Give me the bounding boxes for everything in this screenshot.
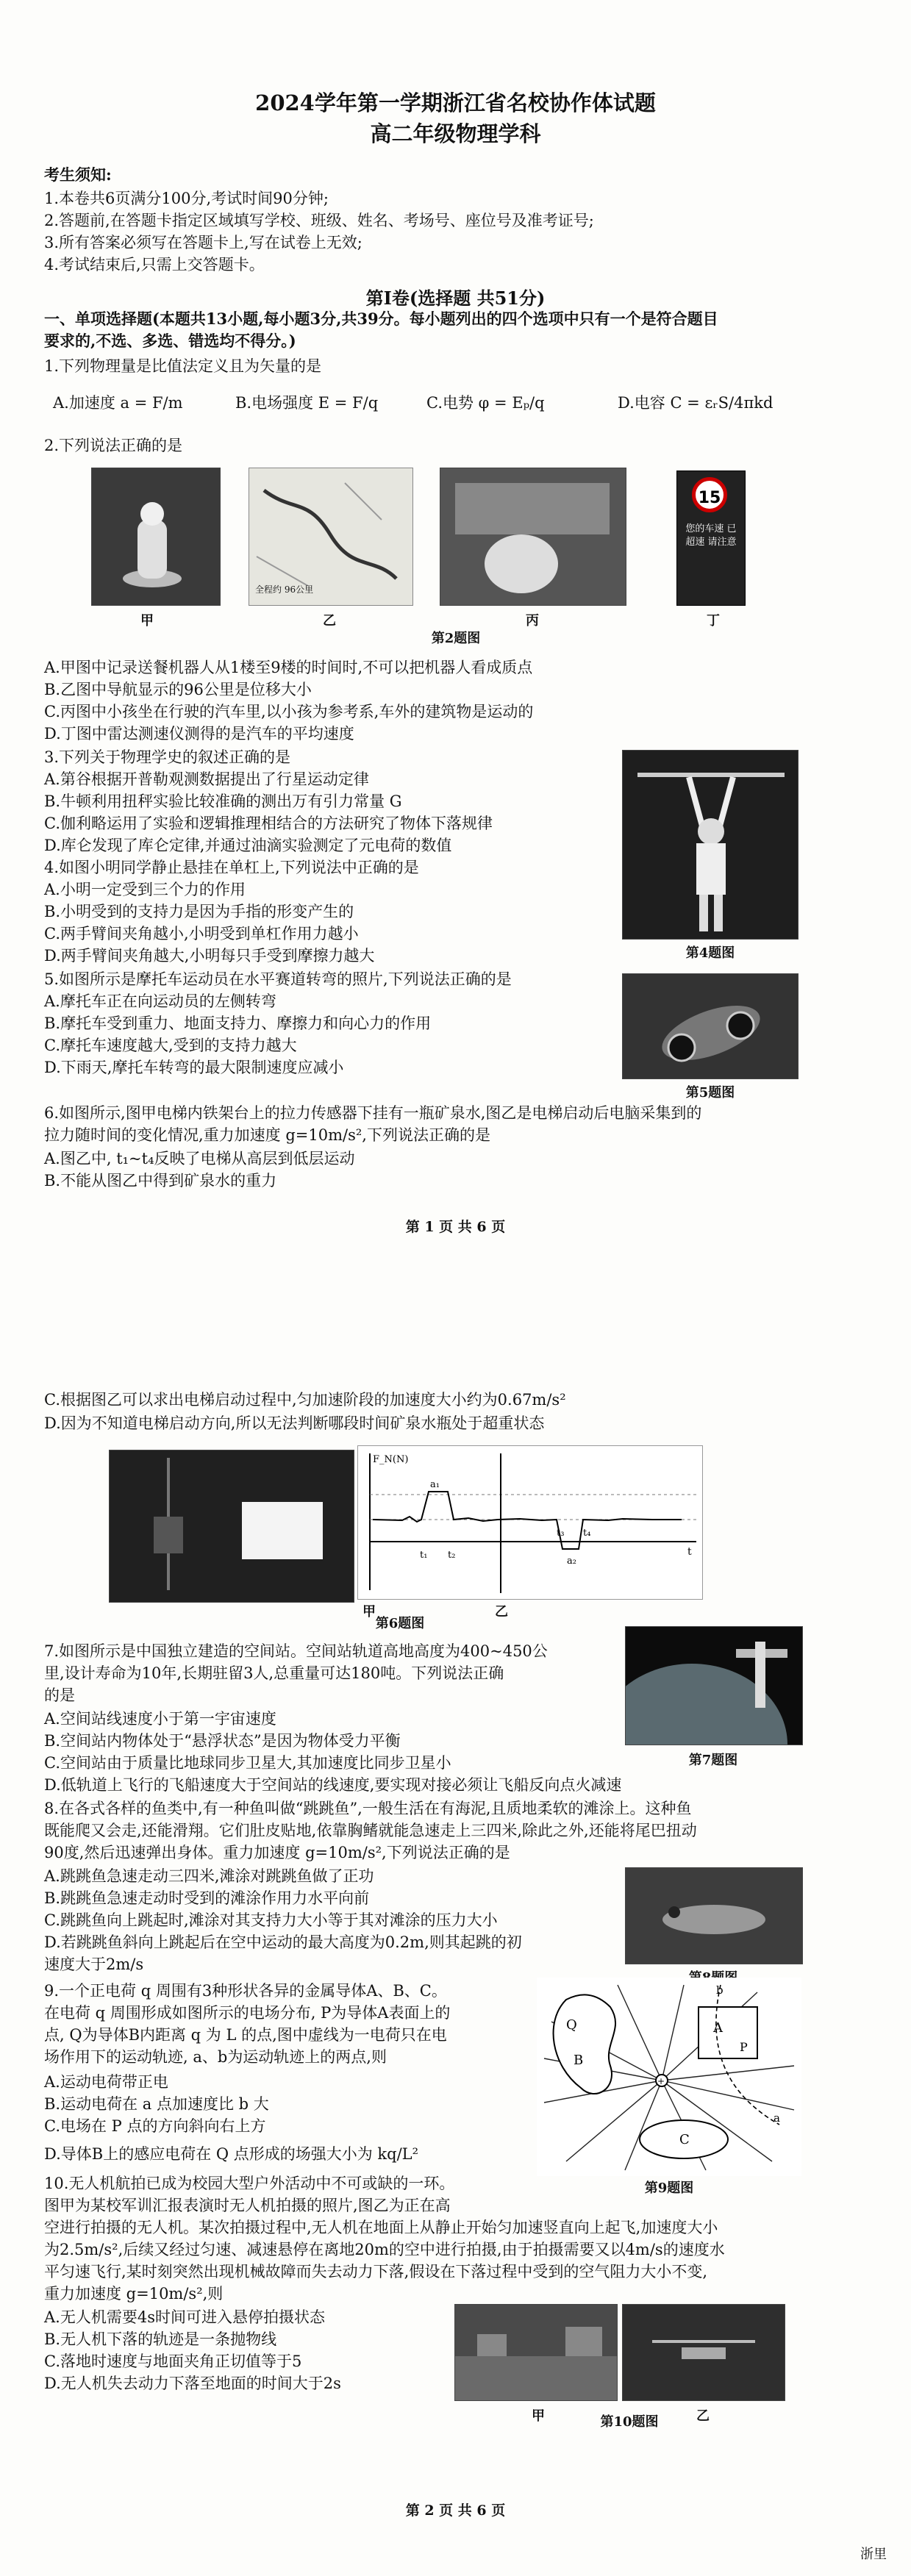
q6-option-d: D.因为不知道电梯启动方向,所以无法判断哪段时间矿泉水瓶处于超重状态: [44, 1414, 545, 1432]
q2-caption: 第2题图: [431, 631, 481, 646]
q4-caption: 第4题图: [685, 945, 735, 961]
q2-radar-sign: [676, 471, 746, 606]
q10-option-b: B.无人机下落的轨迹是一条抛物线: [44, 2330, 277, 2348]
exam-title: 2024学年第一学期浙江省名校协作体试题: [255, 90, 656, 115]
svg-text:+: +: [657, 2076, 665, 2086]
q10-option-c: C.落地时速度与地面夹角正切值等于5: [44, 2353, 302, 2370]
force-time-chart: [358, 1446, 702, 1599]
radar-sign-text: 您的车速 已超速 请注意: [685, 523, 737, 548]
q5-option-b: B.摩托车受到重力、地面支持力、摩擦力和向心力的作用: [44, 1015, 432, 1032]
notice-heading: 考生须知:: [44, 165, 112, 184]
q10-stem-3: 空进行拍摄的无人机。某次拍摄过程中,无人机在地面上从静止开始匀加速竖直向上起飞,加速度大小: [44, 2219, 718, 2236]
q9-electric-field-figure: [537, 1978, 801, 2176]
q6-option-a: A.图乙中, t₁~t₄反映了电梯从高层到低层运动: [44, 1150, 355, 1167]
q7-option-d: D.低轨道上飞行的飞船速度大于空间站的线速度,要实现对接必须让飞船反向点火减速: [44, 1776, 622, 1794]
q10-option-a: A.无人机需要4s时间可进入悬停拍摄状态: [44, 2308, 325, 2326]
q9-caption: 第9题图: [644, 2180, 694, 2196]
q5-option-d: D.下雨天,摩托车转弯的最大限制速度应减小: [44, 1059, 344, 1076]
section1-instructions-cont: 要求的,不选、多选、错选均不得分。): [44, 332, 296, 350]
label-q: Q: [566, 2017, 577, 2033]
q1-option-b: B.电场强度 E = F/q: [235, 394, 379, 412]
q9-option-d: D.导体B上的感应电荷在 Q 点形成的场强大小为 kq/L²: [44, 2145, 419, 2163]
q6-option-c: C.根据图乙可以求出电梯启动过程中,匀加速阶段的加速度大小约为0.67m/s²: [44, 1391, 566, 1409]
q8-option-c: C.跳跳鱼向上跳起时,滩涂对其支持力大小等于其对滩涂的压力大小: [44, 1911, 498, 1929]
q7-caption: 第7题图: [688, 1753, 738, 1768]
q2-car-photo: [440, 468, 626, 606]
drone-view-illustration: [455, 2305, 617, 2400]
q6-caption: 第6题图: [375, 1616, 425, 1631]
q10-label-yi: 乙: [696, 2408, 710, 2424]
q1-option-a: A.加速度 a = F/m: [53, 394, 183, 412]
q10-label-jia: 甲: [532, 2408, 545, 2424]
mark-a1: a₁: [430, 1479, 440, 1490]
label-point-a: a: [774, 2111, 780, 2125]
space-station-illustration: [626, 1627, 802, 1745]
q10-caption: 第10题图: [600, 2414, 659, 2430]
q6-label-jia: 甲: [362, 1604, 376, 1620]
q8-mudskipper-photo: [625, 1867, 803, 1964]
mark-a2: a₂: [567, 1556, 576, 1567]
q6-force-time-graph: [357, 1445, 703, 1600]
q10-stem-1: 10.无人机航拍已成为校园大型户外活动中不可或缺的一环。: [44, 2175, 455, 2192]
q2-label-ding: 丁: [707, 613, 720, 629]
q10-stem-6: 重力加速度 g=10m/s²,则: [44, 2285, 224, 2303]
q9-stem-2: 在电荷 q 周围形成如图所示的电场分布, P为导体A表面上的: [44, 2004, 451, 2022]
q2-stem: 2.下列说法正确的是: [44, 437, 183, 454]
q2-option-a: A.甲图中记录送餐机器人从1楼至9楼的时间时,不可以把机器人看成质点: [44, 659, 533, 676]
notice-item-1: 1.本卷共6页满分100分,考试时间90分钟;: [44, 190, 329, 207]
elevator-illustration: [110, 1450, 354, 1602]
label-p: P: [740, 2040, 748, 2054]
q5-caption: 第5题图: [685, 1085, 735, 1101]
page-2-footer: 第 2 页 共 6 页: [405, 2502, 506, 2519]
q10-drone-photo: [622, 2304, 785, 2401]
q9-stem-4: 场作用下的运动轨迹, a、b为运动轨迹上的两点,则: [44, 2048, 387, 2066]
mark-t3: t₃: [557, 1528, 565, 1539]
section1-instructions: 一、单项选择题(本题共13小题,每小题3分,共39分。每小题列出的四个选项中只有一个是符合题目: [44, 310, 718, 328]
q7-stem-3: 的是: [44, 1686, 75, 1704]
axis-x-label: t: [687, 1546, 692, 1558]
axis-y-label: F_N(N): [373, 1454, 409, 1465]
q6-elevator-photo: [109, 1450, 354, 1603]
label-b: B: [574, 2053, 584, 2068]
q9-option-c: C.电场在 P 点的方向斜向右上方: [44, 2117, 266, 2135]
mark-t4: t₄: [583, 1528, 591, 1539]
q8-option-b: B.跳跳鱼急速走动时受到的滩涂作用力水平向前: [44, 1889, 370, 1907]
q9-option-a: A.运动电荷带正电: [44, 2073, 168, 2091]
q5-option-a: A.摩托车正在向运动员的左侧转弯: [44, 992, 276, 1010]
q8-stem-1: 8.在各式各样的鱼类中,有一种鱼叫做“跳跳鱼”,一般生活在有海泥,且质地柔软的滩涂上。这种鱼: [44, 1800, 692, 1817]
notice-item-2: 2.答题前,在答题卡指定区域填写学校、班级、姓名、考场号、座位号及准考证号;: [44, 212, 594, 229]
q8-option-d-1: D.若跳跳鱼斜向上跳起后在空中运动的最大高度为0.2m,则其起跳的初: [44, 1933, 522, 1951]
part1-heading: 第Ⅰ卷(选择题 共51分): [365, 287, 546, 309]
q1-option-c: C.电势 φ = Eₚ/q: [426, 394, 545, 412]
q8-stem-3: 90度,然后迅速弹出身体。重力加速度 g=10m/s²,下列说法正确的是: [44, 1844, 510, 1861]
electric-field-diagram: [537, 1978, 801, 2176]
q10-option-d: D.无人机失去动力下落至地面的时间大于2s: [44, 2375, 341, 2392]
drone-illustration: [623, 2305, 785, 2400]
q2-option-b: B.乙图中导航显示的96公里是位移大小: [44, 681, 312, 698]
q2-label-jia: 甲: [140, 613, 154, 629]
mark-t1: t₁: [420, 1550, 428, 1561]
q7-stem-1: 7.如图所示是中国独立建造的空间站。空间站轨道高地高度为400~450公: [44, 1642, 548, 1660]
label-point-b: b: [716, 1983, 724, 1997]
q2-label-bing: 丙: [526, 613, 539, 629]
q1-stem: 1.下列物理量是比值法定义且为矢量的是: [44, 357, 322, 375]
q7-stem-2: 里,设计寿命为10年,长期驻留3人,总重量可达180吨。下列说法正确: [44, 1664, 504, 1682]
q2-navigation-map: [249, 468, 413, 606]
q6-option-b: B.不能从图乙中得到矿泉水的重力: [44, 1172, 277, 1189]
car-illustration: [440, 468, 626, 605]
q2-robot-photo: [91, 468, 221, 606]
q3-option-c: C.伽利略运用了实验和逻辑推理相结合的方法研究了物体下落规律: [44, 815, 493, 832]
q5-stem: 5.如图所示是摩托车运动员在水平赛道转弯的照片,下列说法正确的是: [44, 970, 512, 988]
speed-limit-number: 15: [692, 477, 727, 512]
notice-item-4: 4.考试结束后,只需上交答题卡。: [44, 256, 265, 273]
notice-item-3: 3.所有答案必须写在答题卡上,写在试卷上无效;: [44, 234, 362, 251]
exam-subtitle: 高二年级物理学科: [370, 121, 541, 146]
page-1-footer: 第 1 页 共 6 页: [405, 1219, 506, 1235]
q4-option-d: D.两手臂间夹角越大,小明每只手受到摩擦力越大: [44, 947, 375, 965]
q1-option-d: D.电容 C = εᵣS/4πkd: [618, 394, 774, 412]
q6-stem-2: 拉力随时间的变化情况,重力加速度 g=10m/s²,下列说法正确的是: [44, 1126, 490, 1144]
q2-option-d: D.丁图中雷达测速仪测得的是汽车的平均速度: [44, 725, 354, 743]
q6-stem-1: 6.如图所示,图甲电梯内铁架台上的拉力传感器下挂有一瓶矿泉水,图乙是电梯启动后电脑采集到的: [44, 1104, 702, 1122]
q3-option-a: A.第谷根据开普勒观测数据提出了行星运动定律: [44, 770, 369, 788]
q6-label-yi: 乙: [495, 1604, 508, 1620]
label-c: C: [679, 2132, 690, 2147]
q7-option-c: C.空间站由于质量比地球同步卫星大,其加速度比同步卫星小: [44, 1754, 451, 1772]
q3-stem: 3.下列关于物理学史的叙述正确的是: [44, 748, 291, 766]
q8-stem-2: 既能爬又会走,还能滑翔。它们肚皮贴地,依靠胸鳍就能急速走上三四米,除此之外,还能将尾巴扭动: [44, 1822, 697, 1839]
q4-option-a: A.小明一定受到三个力的作用: [44, 881, 246, 898]
q2-option-c: C.丙图中小孩坐在行驶的汽车里,以小孩为参考系,车外的建筑物是运动的: [44, 703, 534, 720]
q10-stem-4: 为2.5m/s²,后续又经过匀速、减速悬停在离地20m的空中进行拍摄,由于拍摄需要又以4m/s的速度水: [44, 2241, 725, 2258]
q3-option-b: B.牛顿利用扭秤实验比较准确的测出万有引力常量 G: [44, 793, 402, 810]
q8-option-d-2: 速度大于2m/s: [44, 1956, 144, 1973]
map-distance-note: 全程约 96公里: [255, 584, 314, 595]
mark-t2: t₂: [448, 1550, 456, 1561]
q9-stem-3: 点, Q为导体B内距离 q 为 L 的点,图中虚线为一电荷只在电: [44, 2026, 447, 2044]
robot-illustration: [92, 468, 220, 605]
q7-space-station-photo: [625, 1626, 803, 1745]
watermark-text: 浙里: [860, 2547, 887, 2562]
q3-option-d: D.库仑发现了库仑定律,并通过油滴实验测定了元电荷的数值: [44, 837, 452, 854]
q5-option-c: C.摩托车速度越大,受到的支持力越大: [44, 1037, 297, 1054]
q10-stem-2: 图甲为某校军训汇报表演时无人机拍摄的照片,图乙为正在高: [44, 2197, 451, 2214]
q4-option-b: B.小明受到的支持力是因为手指的形变产生的: [44, 903, 354, 920]
q9-option-b: B.运动电荷在 a 点加速度比 b 大: [44, 2095, 269, 2113]
q8-option-a: A.跳跳鱼急速走动三四米,滩涂对跳跳鱼做了正功: [44, 1867, 374, 1885]
q7-option-b: B.空间站内物体处于“悬浮状态”是因为物体受力平衡: [44, 1732, 401, 1750]
q7-option-a: A.空间站线速度小于第一宇宙速度: [44, 1710, 276, 1728]
exam-page-1: [0, 0, 911, 1287]
q10-drone-view-photo: [454, 2304, 618, 2401]
q9-stem-1: 9.一个正电荷 q 周围有3种形状各异的金属导体A、B、C。: [44, 1982, 447, 2000]
exam-page-2: [0, 1287, 911, 2576]
q2-label-yi: 乙: [323, 613, 336, 629]
q4-stem: 4.如图小明同学静止悬挂在单杠上,下列说法中正确的是: [44, 859, 419, 876]
q10-stem-5: 平匀速飞行,某时刻突然出现机械故障而失去动力下落,假设在下落过程中受到的空气阻力大小不变,: [44, 2263, 708, 2280]
label-a: A: [713, 2020, 723, 2036]
mudskipper-illustration: [626, 1868, 802, 1964]
q4-option-c: C.两手臂间夹角越小,小明受到单杠作用力越小: [44, 925, 359, 942]
